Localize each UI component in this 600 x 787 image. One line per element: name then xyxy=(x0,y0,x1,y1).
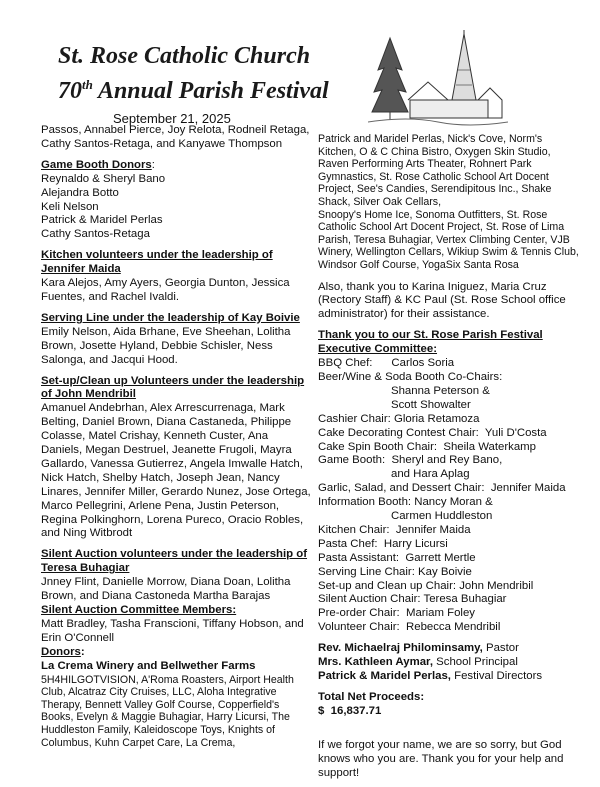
committee-item: Pasta Chef: Harry Licursi xyxy=(318,537,448,550)
setup-heading: Set-up/Clean up Volunteers under the leadership of John Mendribil xyxy=(41,374,305,401)
kitchen-names: Kara Alejos, Amy Ayers, Georgia Dunton, Jessica Fuentes, and Rachel Ivaldi. xyxy=(41,277,290,303)
festival-title-text: Annual Parish Festival xyxy=(97,78,329,104)
festival-ordinal: 70 xyxy=(58,78,82,104)
committee-heading-2: Executive Committee: xyxy=(318,343,438,356)
kitchen-heading: Kitchen volunteers under the leadership of Jennifer Maida xyxy=(41,249,273,276)
committee-heading: Silent Auction Committee Members: xyxy=(41,604,237,616)
executive-committee xyxy=(318,329,580,635)
donors-continued-2: Snoopy's Home Ice, Sonoma Outfitters, St. Rose Catholic School Art Docent Project, St. Rose of Lima Parish, Teresa Buhagiar, Vertex Climbing Center, VJB Winery, Wellington Cellars, Wikiup Swim & Tennis Club, Windsor Golf Course, YogaSix Santa Rosa xyxy=(318,208,579,271)
church-sketch-image xyxy=(368,30,508,130)
committee-item: Cake Decorating Contest Chair: Yuli D'Costa xyxy=(318,426,547,439)
committee-item: Pasta Assistant: Garrett Mertle xyxy=(318,551,476,564)
proceeds-value: $ 16,837.71 xyxy=(318,704,382,717)
game-booth-donor: Patrick & Maridel Perlas xyxy=(41,214,163,227)
proceeds xyxy=(318,691,580,719)
major-donors: La Crema Winery and Bellwether Farms xyxy=(41,659,256,672)
committee-item: Volunteer Chair: Rebecca Mendribil xyxy=(318,621,501,634)
festival-ordinal-suffix: th xyxy=(82,77,93,92)
silent-auction-names: Jnney Flint, Danielle Morrow, Diana Doan, Lolitha Brown, and Diana Castoneda Martha Barajas xyxy=(41,576,291,603)
game-booth-donor: Alejandra Botto xyxy=(41,186,119,199)
intro-names: Passos, Annabel Pierce, Joy Relota, Rodneil Retaga, Cathy Santos-Retaga, and Kanyawe Thompson xyxy=(41,124,310,150)
kitchen-section xyxy=(41,249,311,305)
committee-item: Beer/Wine & Soda Booth Co-Chairs: xyxy=(318,370,503,383)
committee-item: Scott Showalter xyxy=(391,398,471,411)
setup-names: Amanuel Andebrhan, Alex Arrescurrenaga, Mark Belting, Daniel Brown, Diana Castaneda, Philippe Colasse, Matel Crishay, Kenneth Custer, Ana Daniels, Megan Destruel, Jeanette Frugoli, Mayra Gallardo, Vanessa Gutierrez, Angela Imwalle Hatch, Nick Hatch, Shelby Hatch, Joseph Jean, Nancy Linares, Jennifer Miller, Gerardo Nunez, Jose Ortega, Marco Pellegrini, Arlene Pena, Justin Peterson, Regina Polkinghorn, Lorena Pureco, Oracio Robles, and Ning Witbrodt xyxy=(41,402,311,540)
donors-continued xyxy=(318,133,580,272)
committee-item: Cake Spin Booth Chair: Sheila Waterkamp xyxy=(318,440,537,453)
leader-role: Pastor xyxy=(482,642,519,655)
leaders xyxy=(318,642,580,684)
game-booth-heading-suffix: : xyxy=(151,158,155,171)
game-booth-section xyxy=(41,159,311,242)
church-title: St. Rose Catholic Church xyxy=(58,43,311,69)
proceeds-label: Total Net Proceeds: xyxy=(318,690,425,703)
committee-item: Silent Auction Chair: Teresa Buhagiar xyxy=(318,593,507,606)
donors-heading-suffix: : xyxy=(80,645,85,658)
festival-title xyxy=(58,77,329,105)
game-booth-donor: Reynaldo & Sheryl Bano xyxy=(41,172,166,185)
closing-message: If we forgot your name, we are so sorry, but God knows who you are. Thank you for your help and support! xyxy=(318,738,564,779)
committee-item: Cashier Chair: Gloria Retamoza xyxy=(318,412,480,425)
also-thanks: Also, thank you to Karina Iniguez, Maria Cruz (Rectory Staff) & KC Paul (St. Rose School office administrator) for their assistance. xyxy=(318,280,566,321)
committee-item: Carmen Huddleston xyxy=(391,510,493,523)
leader-name: Patrick & Maridel Perlas, xyxy=(318,670,451,682)
committee-item: Garlic, Salad, and Dessert Chair: Jennifer Maida xyxy=(318,482,566,495)
committee-list xyxy=(318,357,580,635)
leader-role: School Principal xyxy=(433,656,518,669)
game-booth-heading: Game Booth Donors xyxy=(41,158,152,171)
committee-item: Set-up and Clean up Chair: John Mendribil xyxy=(318,579,534,592)
leader-role: Festival Directors xyxy=(450,670,543,682)
committee-item: Pre-order Chair: Mariam Foley xyxy=(318,607,475,620)
game-booth-donor: Keli Nelson xyxy=(41,200,99,213)
committee-names: Matt Bradley, Tasha Franscioni, Tiffany Hobson, and Erin O'Connell xyxy=(41,617,304,644)
silent-auction-section xyxy=(41,548,311,749)
festival-date: September 21, 2025 xyxy=(113,111,231,126)
silent-auction-heading: Silent Auction volunteers under the leadership of Teresa Buhagiar xyxy=(41,548,308,575)
committee-item: BBQ Chef: Carlos Soria xyxy=(318,357,455,370)
committee-item: and Hara Aplag xyxy=(391,468,470,481)
serving-section xyxy=(41,312,311,368)
committee-item: Kitchen Chair: Jennifer Maida xyxy=(318,523,471,536)
committee-item: Information Booth: Nancy Moran & xyxy=(318,496,493,509)
right-column xyxy=(318,133,580,787)
setup-section xyxy=(41,375,311,542)
leader-name: Rev. Michaelraj Philominsamy, xyxy=(318,642,483,655)
leader-name: Mrs. Kathleen Aymar, xyxy=(318,656,434,669)
donors-list: 5H4HILGOTVISION, A'Roma Roasters, Airport Health Club, Alcatraz City Cruises, LLC, Aloha Integrative Therapy, Bennett Valley Golf Course, Copperfield's Books, Evelyn & Maggie Buhagiar, Harry Licursi, The Huddleston Family, Kaleidoscope Toys, Knights of Columbus, Kuhn Carpet Care, La Crema, xyxy=(41,673,294,749)
donors-heading: Donors xyxy=(41,645,81,658)
serving-heading: Serving Line under the leadership of Kay Boivie xyxy=(41,311,300,324)
game-booth-donor: Cathy Santos-Retaga xyxy=(41,228,150,241)
committee-heading-1: Thank you to our St. Rose Parish Festival xyxy=(318,329,543,342)
committee-item: Serving Line Chair: Kay Boivie xyxy=(318,565,472,578)
committee-item: Shanna Peterson & xyxy=(391,384,490,397)
committee-item: Game Booth: Sheryl and Rey Bano, xyxy=(318,454,503,467)
serving-names: Emily Nelson, Aida Brhane, Eve Sheehan, Lolitha Brown, Josette Hyland, Debbie Schisler, Ness Salonga, and Jacqui Hood. xyxy=(41,325,291,366)
left-column xyxy=(41,124,311,749)
donors-continued-1: Patrick and Maridel Perlas, Nick's Cove, Norm's Kitchen, O & C China Bistro, Oxygen Skin Studio, Raven Performing Arts Theater, Rohnert Park Gymnastics, St. Rose Catholic School Art Docent Project, See's Candies, Serendipitous Inc., Shake Shack, Silver Oak Cellars, xyxy=(318,133,552,208)
